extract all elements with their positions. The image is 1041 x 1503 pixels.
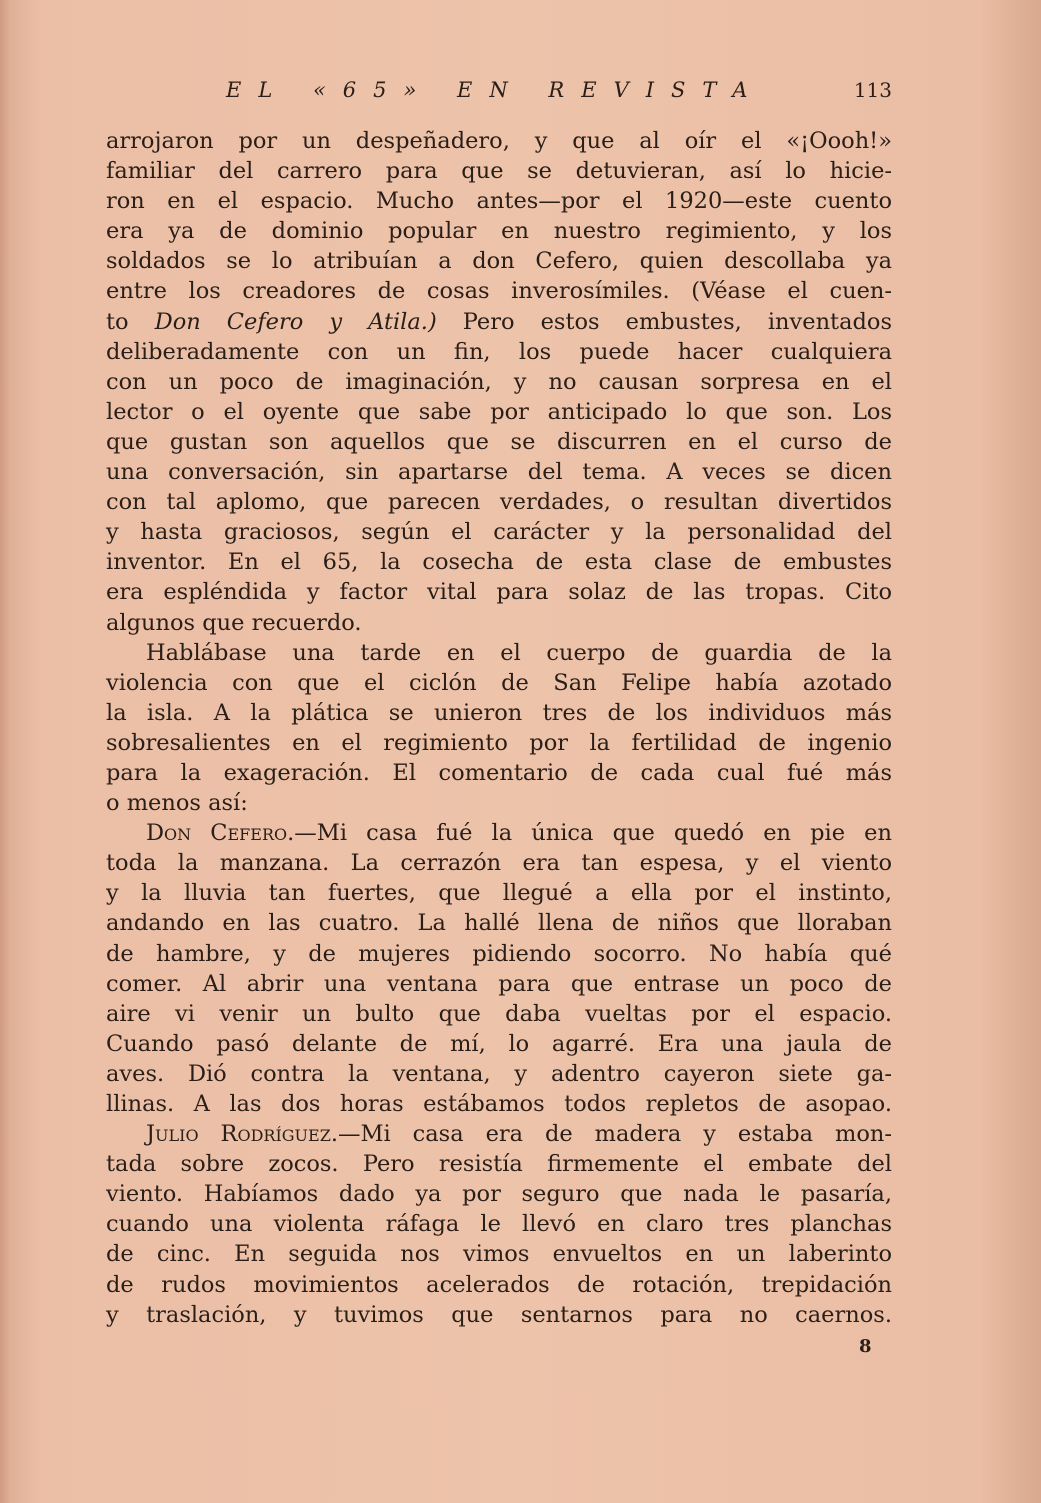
- text-line: con un poco de imaginación, y no causan sorpresa en el: [106, 368, 892, 395]
- text-line: deliberadamente con un fin, los puede hacer cualquiera: [106, 338, 892, 365]
- text-run: Pero estos embustes, inventados: [436, 308, 893, 335]
- text-line: era espléndida y factor vital para solaz de las tropas. Cito: [106, 579, 892, 606]
- text-line: y la lluvia tan fuertes, que llegué a ella por el instinto,: [106, 880, 892, 907]
- text-line: tada sobre zocos. Pero resistía firmemente el embate del: [106, 1151, 892, 1178]
- text-line: algunos que recuerdo.: [106, 609, 362, 636]
- text-line: aves. Dió contra la ventana, y adentro cayeron siete ga-: [106, 1060, 892, 1087]
- text-line: [106, 818, 892, 848]
- text-line: Hablábase una tarde en el cuerpo de guardia de la: [146, 639, 892, 666]
- running-title: EL «65» EN REVISTA: [226, 78, 765, 102]
- text-line: de cinc. En seguida nos vimos envueltos en un laberinto: [106, 1241, 892, 1268]
- text-line: para la exageración. El comentario de cada cual fué más: [106, 759, 892, 786]
- text-line: de hambre, y de mujeres pidiendo socorro. No había qué: [106, 940, 892, 967]
- text-line: ron en el espacio. Mucho antes—por el 1920—este cuento: [106, 188, 892, 215]
- text-line: andando en las cuatro. La hallé llena de niños que lloraban: [106, 910, 892, 937]
- text-line: y hasta graciosos, según el carácter y la personalidad del: [106, 519, 892, 546]
- running-header: [106, 78, 892, 108]
- text-run: —Mi casa fué la única que quedó en pie en: [294, 820, 892, 847]
- text-line: que gustan son aquellos que se discurren en el curso de: [106, 428, 892, 455]
- text-line: aire vi venir un bulto que daba vueltas por el espacio.: [106, 1000, 892, 1027]
- text-line: de rudos movimientos acelerados de rotación, trepidación: [106, 1271, 892, 1298]
- text-line: soldados se lo atribuían a don Cefero, quien descollaba ya: [106, 248, 892, 275]
- body-text: [106, 126, 892, 1330]
- text-line: inventor. En el 65, la cosecha de esta clase de embustes: [106, 549, 892, 576]
- text-line: la isla. A la plática se unieron tres de los individuos más: [106, 699, 892, 726]
- text-run: —Mi casa era de madera y estaba mon-: [337, 1121, 892, 1148]
- text-run: to: [106, 308, 155, 335]
- italic-title: Don Cefero y Atila.): [154, 308, 437, 335]
- speaker-name: Julio Rodríguez.: [146, 1121, 338, 1148]
- text-line: era ya de dominio popular en nuestro regimiento, y los: [106, 218, 892, 245]
- text-line: llinas. A las dos horas estábamos todos repletos de asopao.: [106, 1091, 892, 1117]
- signature-mark: 8: [859, 1336, 872, 1357]
- text-line: toda la manzana. La cerrazón era tan espesa, y el viento: [106, 850, 892, 877]
- page-number: 113: [853, 78, 892, 102]
- speaker-name: Don Cefero.: [146, 820, 295, 847]
- text-line: arrojaron por un despeñadero, y que al oír el «¡Oooh!»: [106, 128, 892, 154]
- text-line: lector o el oyente que sabe por anticipado lo que son. Los: [106, 398, 892, 425]
- text-line: viento. Habíamos dado ya por seguro que nada le pasaría,: [106, 1181, 892, 1208]
- text-line: violencia con que el ciclón de San Felipe había azotado: [106, 669, 892, 696]
- text-line: [106, 307, 892, 337]
- text-line: Cuando pasó delante de mí, lo agarré. Era una jaula de: [106, 1030, 892, 1057]
- text-line: comer. Al abrir una ventana para que entrase un poco de: [106, 970, 892, 997]
- text-line: cuando una violenta ráfaga le llevó en claro tres planchas: [106, 1211, 892, 1238]
- text-line: o menos así:: [106, 790, 248, 817]
- text-line: entre los creadores de cosas inverosímiles. (Véase el cuen-: [106, 278, 892, 305]
- text-line: y traslación, y tuvimos que sentarnos para no caernos.: [106, 1301, 892, 1328]
- text-line: una conversación, sin apartarse del tema. A veces se dicen: [106, 459, 892, 486]
- text-line: sobresalientes en el regimiento por la fertilidad de ingenio: [106, 729, 892, 756]
- text-line: con tal aplomo, que parecen verdades, o resultan divertidos: [106, 489, 892, 516]
- page-edge-shadow: [0, 0, 10, 1503]
- text-line: familiar del carrero para que se detuvieran, así lo hicie-: [106, 158, 892, 185]
- text-line: [106, 1119, 892, 1149]
